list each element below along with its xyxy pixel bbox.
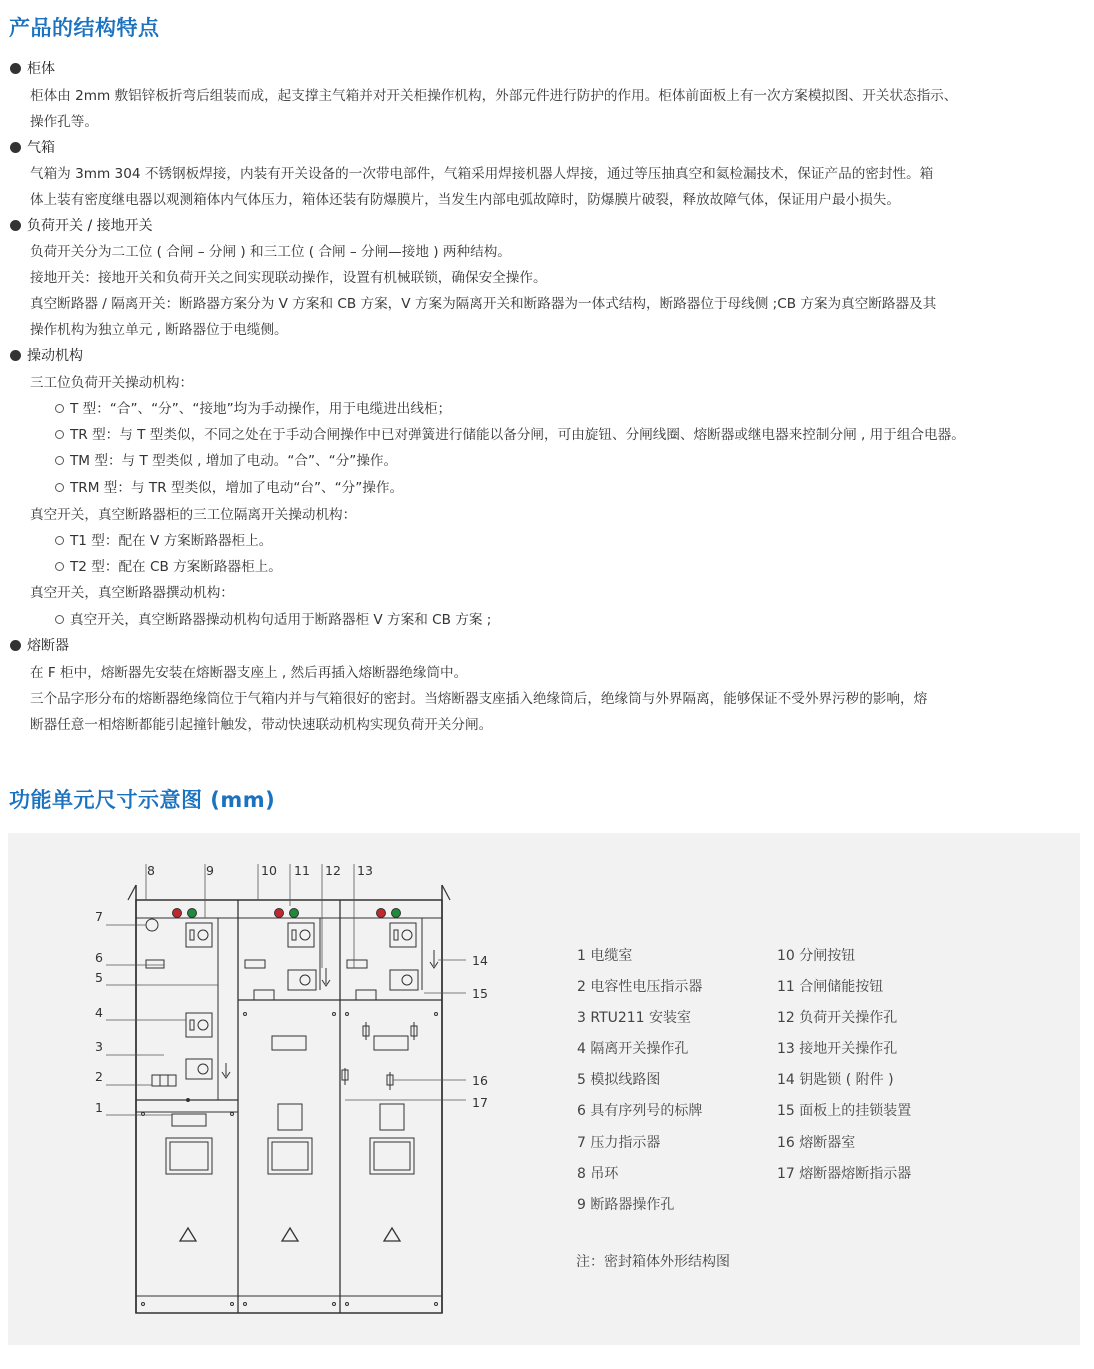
mechanism-item: TRM 型：与 TR 型类似，增加了电动“台”、“分”操作。	[55, 478, 403, 498]
mechanism-item: T1 型：配在 V 方案断路器柜上。	[55, 531, 272, 551]
callout-17: 17	[472, 1095, 488, 1110]
warning-triangle-icon	[180, 1228, 196, 1241]
pressure-gauge-icon	[146, 919, 158, 931]
switch-line: 操作机构为独立单元 , 断路器位于电缆侧。	[30, 322, 288, 338]
diagram-note: 注：密封箱体外形结构图	[576, 1254, 730, 1270]
callout-12: 12	[325, 863, 341, 878]
legend-item: 8 吊环	[577, 1166, 619, 1182]
legend-item: 5 模拟线路图	[577, 1072, 661, 1088]
fuse-line: 断器任意一相熔断都能引起撞针触发，带动快速联动机构实现负荷开关分闸。	[30, 717, 493, 733]
legend-item: 17 熔断器熔断指示器	[777, 1166, 912, 1182]
heading-switch: 负荷开关 / 接地开关	[10, 216, 153, 236]
section-title-structure: 产品的结构特点	[9, 16, 160, 40]
mechanism-item: TM 型：与 T 型类似 , 增加了电动。“合”、“分”操作。	[55, 451, 397, 471]
gasbox-line: 气箱为 3mm 304 不锈钢板焊接，内装有开关设备的一次带电部件，气箱采用焊接机器人焊接，通过等压抽真空和氦检漏技术，保证产品的密封性。箱	[30, 166, 934, 182]
callout-10: 10	[261, 863, 277, 878]
right-unit	[342, 909, 438, 1306]
callout-4: 4	[95, 1005, 103, 1020]
switch-line: 负荷开关分为二工位 ( 合闸 – 分闸 ) 和三工位 ( 合闸 – 分闸—接地 ) 两种结构。	[30, 244, 511, 260]
switch-line: 真空断路器 / 隔离开关：断路器方案分为 V 方案和 CB 方案，V 方案为隔离开关和断路器为一体式结构，断路器位于母线侧 ;CB 方案为真空断路器及其	[30, 296, 937, 312]
cabinet-frame	[128, 885, 450, 1313]
mechanism-item: T2 型：配在 CB 方案断路器柜上。	[55, 557, 282, 577]
callout-7: 7	[95, 909, 103, 924]
callout-15: 15	[472, 986, 488, 1001]
gasbox-line: 体上装有密度继电器以观测箱体内气体压力，箱体还装有防爆膜片，当发生内部电弧故障时，防爆膜片破裂，释放故障气体，保证用户最小损失。	[30, 192, 900, 208]
callout-numbers	[95, 863, 488, 1115]
mechanism-intro: 三工位负荷开关操动机构：	[30, 375, 194, 391]
left-unit	[136, 909, 238, 1306]
fuse-line: 在 F 柜中，熔断器先安装在熔断器支座上 , 然后再插入熔断器绝缘筒中。	[30, 665, 468, 681]
mechanism-intro: 真空开关，真空断路器撰动机构：	[30, 585, 234, 601]
heading-mechanism: 操动机构	[10, 346, 83, 366]
legend-item: 16 熔断器室	[777, 1135, 856, 1151]
callout-1: 1	[95, 1100, 103, 1115]
cabinet-line: 操作孔等。	[30, 114, 98, 130]
callout-8: 8	[147, 863, 155, 878]
callout-6: 6	[95, 950, 103, 965]
section-title-dimensions: 功能单元尺寸示意图 (mm)	[9, 788, 276, 812]
callout-11: 11	[294, 863, 310, 878]
legend-item: 7 压力指示器	[577, 1135, 661, 1151]
callout-5: 5	[95, 970, 103, 985]
legend-item: 13 接地开关操作孔	[777, 1041, 898, 1057]
legend-item: 11 合闸储能按钮	[777, 979, 884, 995]
callout-9: 9	[206, 863, 214, 878]
legend-item: 10 分闸按钮	[777, 948, 856, 964]
callout-3: 3	[95, 1039, 103, 1054]
legend-item: 2 电容性电压指示器	[577, 979, 703, 995]
legend-item: 14 钥匙锁 ( 附件 )	[777, 1072, 894, 1088]
heading-gasbox: 气箱	[10, 138, 55, 158]
callout-13: 13	[357, 863, 373, 878]
heading-cabinet: 柜体	[10, 59, 55, 79]
legend-item: 15 面板上的挂锁装置	[777, 1103, 912, 1119]
legend-item: 6 具有序列号的标牌	[577, 1103, 703, 1119]
legend-item: 3 RTU211 安装室	[577, 1010, 692, 1026]
legend-item: 1 电缆室	[577, 948, 633, 964]
legend-item: 9 断路器操作孔	[577, 1197, 675, 1213]
mechanism-item: 真空开关，真空断路器操动机构句适用于断路器柜 V 方案和 CB 方案 ;	[55, 610, 491, 630]
warning-triangle-icon	[282, 1228, 298, 1241]
switch-line: 接地开关：接地开关和负荷开关之间实现联动操作，设置有机械联锁，确保安全操作。	[30, 270, 547, 286]
cabinet-line: 柜体由 2mm 敷铝锌板折弯后组装而成，起支撑主气箱并对开关柜操作机构，外部元件进行防护的作用。柜体前面板上有一次方案模拟图、开关状态指示、	[30, 88, 958, 104]
fuse-line: 三个品字形分布的熔断器绝缘筒位于气箱内并与气箱很好的密封。当熔断器支座插入绝缘筒后，绝缘筒与外界隔离，能够保证不受外界污秽的影响，熔	[30, 691, 928, 707]
callout-2: 2	[95, 1069, 103, 1084]
legend-item: 12 负荷开关操作孔	[777, 1010, 898, 1026]
callout-14: 14	[472, 953, 488, 968]
legend-item: 4 隔离开关操作孔	[577, 1041, 689, 1057]
mechanism-intro: 真空开关，真空断路器柜的三工位隔离开关操动机构：	[30, 507, 357, 523]
heading-fuse: 熔断器	[10, 636, 69, 656]
callout-16: 16	[472, 1073, 488, 1088]
warning-triangle-icon	[384, 1228, 400, 1241]
mechanism-item: T 型：“合”、“分”、“接地”均为手动操作，用于电缆进出线柜；	[55, 399, 451, 419]
mechanism-item: TR 型：与 T 型类似，不同之处在于手动合闸操作中已对弹簧进行储能以备分闸，可由旋钮、分闸线圈、熔断器或继电器来控制分闸 , 用于组合电器。	[55, 425, 965, 445]
middle-unit	[244, 909, 336, 1306]
